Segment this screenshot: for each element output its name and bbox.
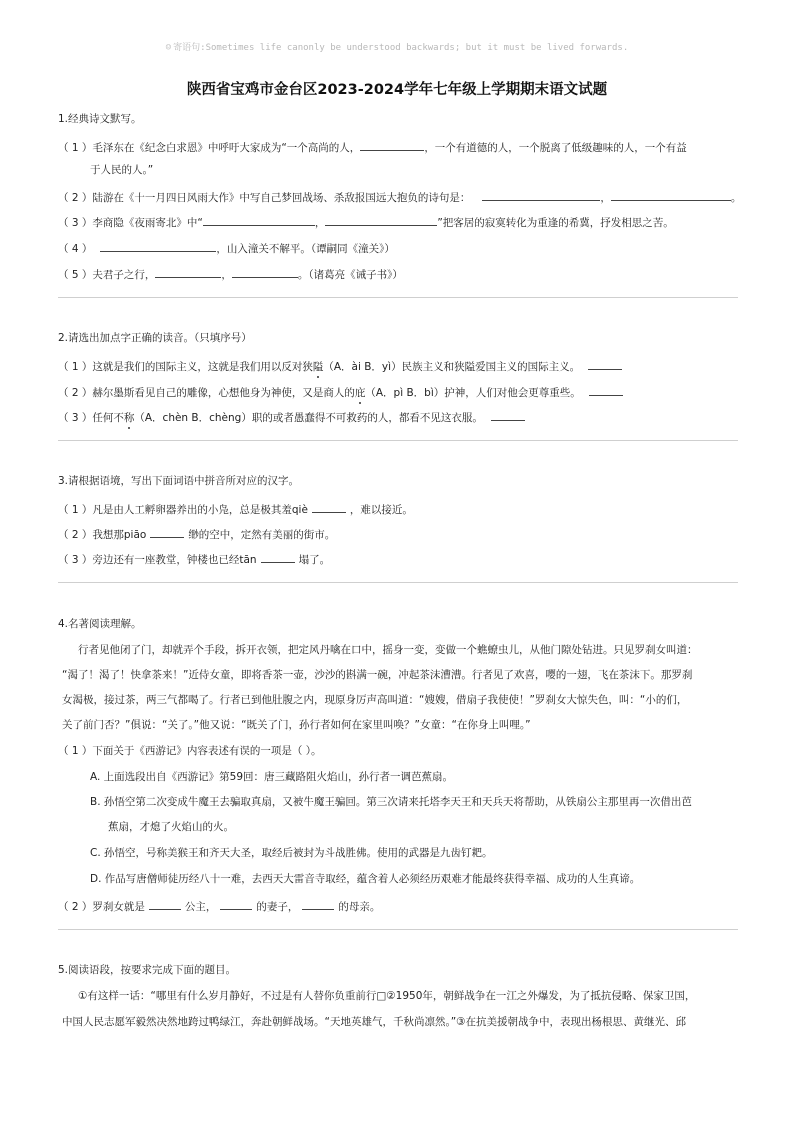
item-number: （ 1 ） — [58, 142, 93, 154]
option-b[interactable]: B. 孙悟空第二次变成牛魔王去骗取真扇，又被牛魔王骗回。第三次请来托塔李天王和天兵天将帮助，从铁扇公主那里再一次借出芭 — [90, 796, 692, 808]
option-b-cont: 蕉扇，才熄了火焰山的火。 — [108, 821, 234, 833]
item-number: （ 3 ） — [58, 412, 93, 424]
item-number: （ 2 ） — [58, 387, 93, 399]
item-text: 缈的空中，定然有美丽的街市。 — [188, 529, 336, 541]
answer-blank[interactable] — [588, 358, 622, 370]
q1-item-3 — [58, 214, 674, 230]
item-number: （ 2 ） — [58, 192, 93, 204]
answer-blank[interactable] — [149, 898, 181, 910]
answer-blank[interactable] — [491, 409, 525, 421]
dotted-char: 称 — [123, 412, 135, 424]
q3-item-2 — [58, 526, 335, 542]
divider — [58, 297, 738, 298]
item-text: ，一个有道德的人，一个脱离了低级趣味的人，一个有益 — [424, 142, 687, 154]
item-number: （ 1 ） — [58, 504, 93, 516]
item-text: 。（诸葛亮《诫子书》） — [297, 269, 403, 281]
dotted-char: 庇 — [354, 387, 366, 399]
q1-item-5 — [58, 266, 403, 282]
item-text: （A．pì B．bì）护神，人们对他会更尊重些。 — [365, 387, 581, 399]
q1-item-4 — [58, 240, 395, 256]
answer-blank[interactable] — [611, 189, 731, 201]
q4-sub1 — [58, 744, 321, 758]
item-text: （A．ài B．yì）民族主义和狭隘爱国主义的国际主义。 — [323, 361, 581, 373]
item-text: 夫君子之行， — [92, 269, 156, 281]
item-text: ，山入潼关不解平。（谭嗣同《潼关》） — [216, 243, 395, 255]
smiley-icon: ☺ — [165, 43, 172, 53]
divider — [58, 440, 738, 441]
item-text: 凡是由人工孵卵器养出的小凫，总是极其羞qiè — [92, 504, 308, 516]
q4-passage-line: 行者见他闭了门，却就弄个手段，拆开衣领，把定风丹噙在口中，摇身一变，变做一个蟭蟟虫儿，从他门隙处钻进。只见罗刹女叫道： — [78, 644, 698, 656]
item-text: 旁边还有一座教堂，钟楼也已经tān — [92, 554, 257, 566]
item-number: （ 2 ） — [58, 901, 93, 913]
watermark-text: Sometimes life canonly be understood backwards; but it must be lived forwards. — [205, 43, 629, 53]
item-number: （ 5 ） — [58, 269, 93, 281]
item-text: 毛泽东在《纪念白求恩》中呼吁大家成为“一个高尚的人， — [92, 142, 361, 154]
answer-blank[interactable] — [150, 526, 184, 538]
item-text: （A．chèn B．chèng）职的或者愚蠢得不可救药的人，都看不见这衣服。 — [134, 412, 483, 424]
option-d[interactable]: D. 作品写唐僧师徒历经八十一难，去西天大雷音寺取经，蕴含着人必须经历艰难才能最终获得幸福、成功的人生真谛。 — [90, 873, 641, 885]
item-text: 的妻子， — [256, 901, 299, 913]
item-text: ， — [221, 269, 232, 281]
item-text: 我想那piāo — [92, 529, 147, 541]
watermark-prefix: 寄语句: — [173, 43, 206, 53]
answer-blank[interactable] — [360, 139, 424, 151]
q2-heading: 2.请选出加点字正确的读音。（只填序号） — [58, 332, 252, 344]
q3-item-3 — [58, 551, 330, 567]
item-number: （ 3 ） — [58, 554, 93, 566]
q3-heading: 3.请根据语境，写出下面词语中拼音所对应的汉字。 — [58, 475, 300, 487]
item-number: （ 1 ） — [58, 745, 93, 757]
answer-blank[interactable] — [203, 214, 315, 226]
q2-item-2 — [58, 384, 623, 400]
q1-heading: 1.经典诗文默写。 — [58, 113, 142, 125]
item-text: ， — [314, 217, 326, 229]
item-text: 李商隐《夜雨寄北》中“ — [92, 217, 203, 229]
answer-blank[interactable] — [100, 240, 216, 252]
answer-blank[interactable] — [155, 266, 221, 278]
item-text: 下面关于《西游记》内容表述有误的一项是（ ）。 — [92, 745, 322, 757]
item-text: 的母亲。 — [338, 901, 381, 913]
answer-blank[interactable] — [482, 189, 600, 201]
q4-passage-line: “渴了！渴了！快拿茶来！”近侍女童，即将香茶一壶，沙沙的斟满一碗，冲起茶沫漕漕。行者见了欢喜，嘤的一翅，飞在茶沫下。那罗刹 — [62, 669, 693, 681]
divider — [58, 929, 738, 930]
q5-passage-line: 中国人民志愿军毅然决然地跨过鸭绿江，奔赴朝鲜战场。“天地英雄气，千秋尚凛然。”③在抗美援朝战争中，表现出杨根思、黄继光、邱 — [62, 1016, 687, 1028]
q2-item-1 — [58, 358, 622, 374]
option-c[interactable]: C. 孙悟空，号称美猴王和齐天大圣，取经后被封为斗战胜佛。使用的武器是九齿钉耙。 — [90, 847, 493, 859]
answer-blank[interactable] — [220, 898, 252, 910]
answer-blank[interactable] — [312, 501, 346, 513]
answer-blank[interactable] — [589, 384, 623, 396]
item-text: ，难以接近。 — [349, 504, 413, 516]
q4-passage-line: 女渴极，接过茶，两三气都喝了。行者已到他肚腹之内，现原身厉声高叫道：“嫂嫂，借扇子我使使！”罗刹女大惊失色，叫：“小的们， — [62, 694, 688, 706]
item-text: 公主， — [184, 901, 217, 913]
q4-heading: 4.名著阅读理解。 — [58, 618, 142, 630]
q1-item-2 — [58, 189, 741, 205]
item-number: （ 1 ） — [58, 361, 93, 373]
item-text: 罗刹女就是 — [92, 901, 145, 913]
q1-item-1-cont: 于人民的人。” — [90, 164, 154, 176]
item-number: （ 4 ） — [58, 243, 93, 255]
q2-item-3 — [58, 409, 525, 425]
item-number: （ 3 ） — [58, 217, 93, 229]
option-a[interactable]: A. 上面选段出自《西游记》第59回：唐三藏路阻火焰山，孙行者一调芭蕉扇。 — [90, 771, 454, 783]
watermark — [0, 40, 794, 53]
q4-sub2 — [58, 898, 380, 914]
q4-passage-line: 关了前门否？”俱说：“关了。”他又说：“既关了门，孙行者如何在家里叫唤？”女童：“在你身上叫哩。” — [62, 719, 531, 731]
q5-heading: 5.阅读语段，按要求完成下面的题目。 — [58, 964, 237, 976]
item-number: （ 2 ） — [58, 529, 93, 541]
page-title: 陕西省宝鸡市金台区2023-2024学年七年级上学期期末语文试题 — [186, 82, 608, 98]
item-text: 任何不 — [92, 412, 124, 424]
item-text: 塌了。 — [298, 554, 331, 566]
answer-blank[interactable] — [325, 214, 437, 226]
q1-item-1 — [58, 139, 687, 155]
answer-blank[interactable] — [232, 266, 298, 278]
item-text: 赫尔墨斯看见自己的雕像，心想他身为神使，又是商人的 — [92, 387, 355, 399]
item-text: 陆游在《十一月四日风雨大作》中写自己梦回战场、杀敌报国远大抱负的诗句是： — [92, 192, 471, 204]
dotted-char: 隘 — [312, 361, 324, 373]
item-text: ”把客居的寂寞转化为重逢的希冀，抒发相思之苦。 — [437, 217, 674, 229]
divider — [58, 582, 738, 583]
item-text: 这就是我们的国际主义，这就是我们用以反对狭 — [92, 361, 313, 373]
item-text: ， — [600, 192, 611, 204]
q5-passage-line: ①有这样一话：“哪里有什么岁月静好，不过是有人替你负重前行□②1950年，朝鲜战争在一江之外爆发，为了抵抗侵略、保家卫国， — [78, 990, 696, 1002]
answer-blank[interactable] — [302, 898, 334, 910]
q3-item-1 — [58, 501, 413, 517]
answer-blank[interactable] — [261, 551, 295, 563]
item-text: 。 — [730, 192, 742, 204]
